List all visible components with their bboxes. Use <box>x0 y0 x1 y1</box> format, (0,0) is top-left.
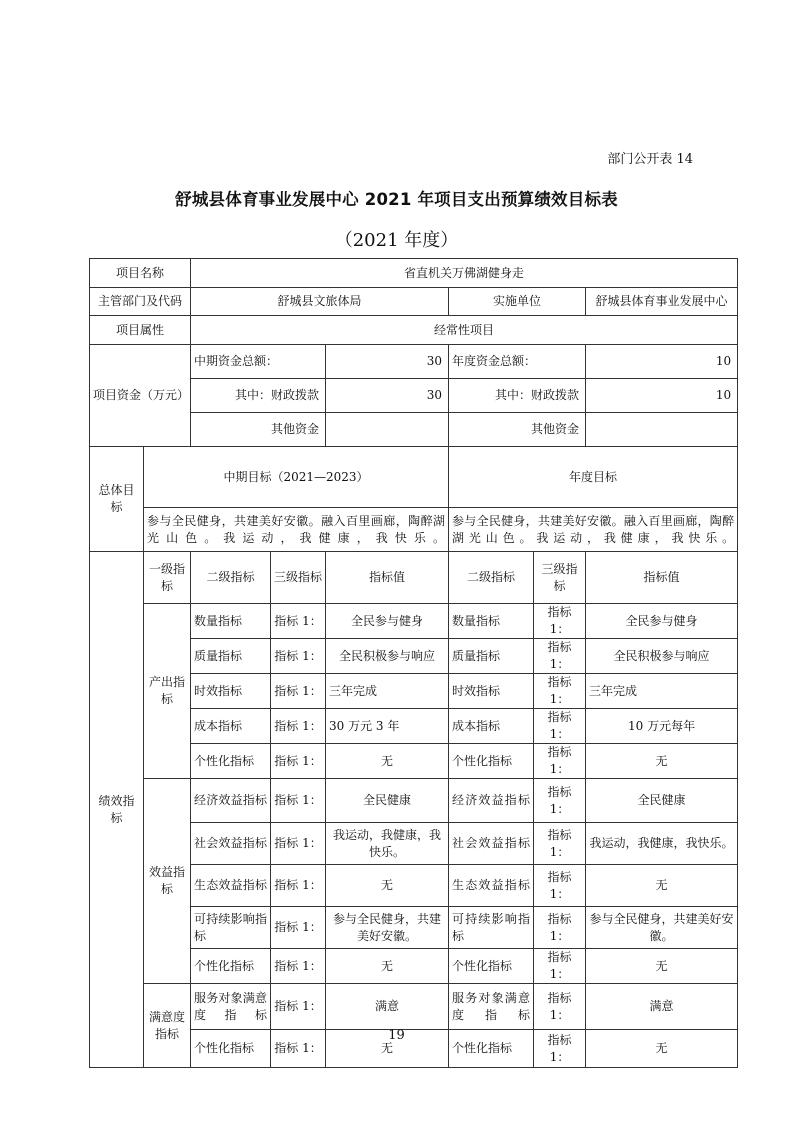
page-number: 19 <box>388 1028 405 1043</box>
level3-cell: 指标 1： <box>271 865 326 907</box>
mid-goal-header: 中期目标（2021—2023） <box>144 447 449 508</box>
level2-cell: 社会效益指标 <box>449 823 534 865</box>
year-total-label: 年度资金总额： <box>449 345 586 379</box>
value-cell: 我运动，我健康，我快乐。 <box>586 823 738 865</box>
level2-cell: 个性化指标 <box>449 1030 534 1068</box>
level2-cell: 个性化指标 <box>191 1030 271 1068</box>
level2-cell: 个性化指标 <box>449 949 534 984</box>
year-total-value: 10 <box>586 345 738 379</box>
attr-label: 项目属性 <box>90 316 191 345</box>
table-row <box>90 259 738 288</box>
level2-cell: 生态效益指标 <box>449 865 534 907</box>
funds-label: 项目资金（万元） <box>90 345 191 447</box>
value-cell: 全民参与健身 <box>326 604 449 639</box>
level2-cell: 时效指标 <box>449 674 534 709</box>
table-row <box>90 779 738 823</box>
value-cell: 三年完成 <box>586 674 738 709</box>
level2-cell: 时效指标 <box>191 674 271 709</box>
page-label: 部门公开表 14 <box>607 152 693 167</box>
level2-cell: 服务对象满意度指标 <box>449 984 534 1030</box>
year-goal-header: 年度目标 <box>449 447 738 508</box>
level3-cell: 指标 1： <box>271 949 326 984</box>
level2-cell: 可持续影响指标 <box>191 907 271 949</box>
level2-cell: 社会效益指标 <box>191 823 271 865</box>
level3-cell: 指标 1： <box>271 604 326 639</box>
level3-cell: 指标 1： <box>271 744 326 779</box>
header-level3: 三级指标 <box>271 552 326 604</box>
level3-cell: 指标 1： <box>534 639 586 674</box>
value-cell: 全民健康 <box>326 779 449 823</box>
level3-cell: 指标 1： <box>534 1030 586 1068</box>
header-level3: 三级指标 <box>534 552 586 604</box>
impl-label: 实施单位 <box>449 288 586 316</box>
table-row <box>90 345 738 379</box>
value-cell: 参与全民健身，共建美好安徽。 <box>326 907 449 949</box>
attr-value: 经常性项目 <box>191 316 738 345</box>
group-satisfaction: 满意度指标 <box>144 984 191 1068</box>
table-row <box>90 288 738 316</box>
value-cell: 满意 <box>586 984 738 1030</box>
dept-label: 主管部门及代码 <box>90 288 191 316</box>
level2-cell: 成本指标 <box>191 709 271 744</box>
project-name-label: 项目名称 <box>90 259 191 288</box>
level3-cell: 指标 1： <box>271 907 326 949</box>
level3-cell: 指标 1： <box>271 674 326 709</box>
table-row <box>90 508 738 552</box>
dept-value: 舒城县文旅体局 <box>191 288 449 316</box>
level3-cell: 指标 1： <box>534 604 586 639</box>
value-cell: 我运动，我健康，我快乐。 <box>326 823 449 865</box>
value-cell: 全民积极参与响应 <box>586 639 738 674</box>
level3-cell: 指标 1： <box>534 709 586 744</box>
level3-cell: 指标 1： <box>271 709 326 744</box>
value-cell: 无 <box>586 949 738 984</box>
value-cell: 无 <box>326 949 449 984</box>
level3-cell: 指标 1： <box>271 639 326 674</box>
level3-cell: 指标 1： <box>271 1030 326 1068</box>
level2-cell: 成本指标 <box>449 709 534 744</box>
value-cell: 全民健康 <box>586 779 738 823</box>
level3-cell: 指标 1： <box>534 779 586 823</box>
level3-cell: 指标 1： <box>534 907 586 949</box>
mid-fiscal-label: 其中：财政拨款 <box>191 379 326 413</box>
performance-table <box>89 258 738 1068</box>
level3-cell: 指标 1： <box>534 984 586 1030</box>
table-row <box>90 316 738 345</box>
project-name-value: 省直机关万佛湖健身走 <box>191 259 738 288</box>
value-cell: 无 <box>586 1030 738 1068</box>
mid-total-value: 30 <box>326 345 449 379</box>
value-cell: 参与全民健身，共建美好安徽。 <box>586 907 738 949</box>
level3-cell: 指标 1： <box>271 779 326 823</box>
level3-cell: 指标 1： <box>534 744 586 779</box>
year-other-label: 其他资金 <box>449 413 586 447</box>
level2-cell: 个性化指标 <box>191 949 271 984</box>
level2-cell: 质量指标 <box>191 639 271 674</box>
page-title: 舒城县体育事业发展中心 2021 年项目支出预算绩效目标表 <box>175 190 618 209</box>
level2-cell: 生态效益指标 <box>191 865 271 907</box>
level2-cell: 个性化指标 <box>191 744 271 779</box>
level3-cell: 指标 1： <box>271 984 326 1030</box>
level3-cell: 指标 1： <box>534 949 586 984</box>
level3-cell: 指标 1： <box>534 865 586 907</box>
level2-cell: 个性化指标 <box>449 744 534 779</box>
header-value: 指标值 <box>326 552 449 604</box>
level2-cell: 经济效益指标 <box>449 779 534 823</box>
group-benefit: 效益指标 <box>144 779 191 984</box>
year-fiscal-value: 10 <box>586 379 738 413</box>
level2-cell: 数量指标 <box>191 604 271 639</box>
value-cell: 无 <box>326 865 449 907</box>
value-cell: 满意 <box>326 984 449 1030</box>
level2-cell: 服务对象满意度指标 <box>191 984 271 1030</box>
table-row <box>90 984 738 1030</box>
table-row <box>90 447 738 508</box>
level3-cell: 指标 1： <box>534 823 586 865</box>
header-value: 指标值 <box>586 552 738 604</box>
level2-cell: 可持续影响指标 <box>449 907 534 949</box>
level3-cell: 指标 1： <box>534 674 586 709</box>
year-fiscal-label: 其中：财政拨款 <box>449 379 586 413</box>
value-cell: 10 万元每年 <box>586 709 738 744</box>
mid-total-label: 中期资金总额： <box>191 345 326 379</box>
page-subtitle: （2021 年度） <box>334 230 459 251</box>
value-cell: 全民积极参与响应 <box>326 639 449 674</box>
header-level1: 一级指标 <box>144 552 191 604</box>
mid-other-value <box>326 413 449 447</box>
level2-cell: 经济效益指标 <box>191 779 271 823</box>
value-cell: 无 <box>326 744 449 779</box>
level3-cell: 指标 1： <box>271 823 326 865</box>
level2-cell: 数量指标 <box>449 604 534 639</box>
mid-goal-text: 参与全民健身，共建美好安徽。融入百里画廊，陶醉湖光山色。我运动，我健康，我快乐。 <box>144 508 449 552</box>
value-cell: 无 <box>586 744 738 779</box>
header-level2: 二级指标 <box>449 552 534 604</box>
group-output: 产出指标 <box>144 604 191 779</box>
mid-other-label: 其他资金 <box>191 413 326 447</box>
header-level2: 二级指标 <box>191 552 271 604</box>
level2-cell: 质量指标 <box>449 639 534 674</box>
value-cell: 无 <box>326 1030 449 1068</box>
impl-value: 舒城县体育事业发展中心 <box>586 288 738 316</box>
year-other-value <box>586 413 738 447</box>
perf-label: 绩效指标 <box>90 552 144 1068</box>
value-cell: 全民参与健身 <box>586 604 738 639</box>
value-cell: 三年完成 <box>326 674 449 709</box>
value-cell: 30 万元 3 年 <box>326 709 449 744</box>
table-row <box>90 552 738 604</box>
goal-label: 总体目标 <box>90 447 144 552</box>
mid-fiscal-value: 30 <box>326 379 449 413</box>
table-row <box>90 604 738 639</box>
year-goal-text: 参与全民健身，共建美好安徽。融入百里画廊，陶醉湖光山色。我运动，我健康，我快乐。 <box>449 508 738 552</box>
value-cell: 无 <box>586 865 738 907</box>
